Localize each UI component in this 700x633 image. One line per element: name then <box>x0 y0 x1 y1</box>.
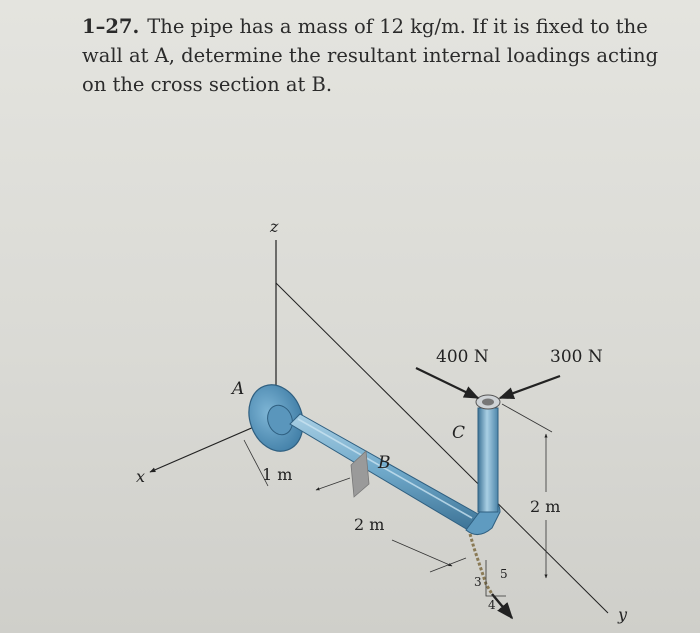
coordinate-axes <box>136 217 628 624</box>
y-axis-line <box>276 283 608 613</box>
dim-2m-vertical-top <box>502 404 552 432</box>
applied-forces <box>416 347 603 618</box>
pipe-body-vertical <box>478 408 498 512</box>
problem-text: The pipe has a mass of 12 kg/m. If it is fixed to the wall at A, determine the resultant internal loadings acting on the cross section at B. <box>82 15 659 96</box>
pipe-segment-vertical <box>452 395 500 512</box>
force-label-2: 300 N <box>550 347 603 367</box>
dim-2m-extension <box>430 558 466 572</box>
point-b-label: B <box>378 453 391 473</box>
slope-triangle <box>474 560 508 612</box>
problem-number: 1–27. <box>82 15 140 38</box>
pipe-cap-inner <box>482 399 494 406</box>
slope-label-5: 5 <box>500 567 508 581</box>
dim-2m-horizontal-arrow <box>392 540 452 566</box>
slope-label-3: 3 <box>474 575 482 589</box>
dim-1m-arrow <box>316 478 350 490</box>
dim-2m-vertical-label: 2 m <box>530 497 561 516</box>
point-c-label: C <box>452 423 466 443</box>
point-a-label: A <box>232 379 245 399</box>
z-axis-label: z <box>270 217 279 236</box>
dim-2m-horizontal-label: 2 m <box>354 515 385 534</box>
dim-1m-label: 1 m <box>262 465 293 484</box>
force-arrow-1 <box>416 368 478 398</box>
force-label-1: 400 N <box>436 347 489 367</box>
slope-label-4: 4 <box>488 598 496 612</box>
force-arrow-2 <box>500 376 560 398</box>
x-axis-label: x <box>136 467 146 486</box>
y-axis-label: y <box>618 605 628 624</box>
